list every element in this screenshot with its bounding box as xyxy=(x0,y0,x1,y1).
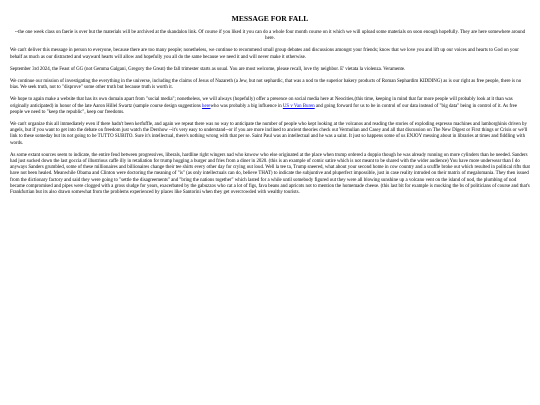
website-paragraph xyxy=(10,97,530,116)
faerie-class-note: --the one week class on faerie is over but the materials will be archived at the skandalon link. Of course if you liked it you can do a whole four month course on it which we will upload some materials on soon enough hopefully. They are here somewhere around here. xyxy=(14,30,526,42)
organization-paragraph: We can't organize this all immediately even if there hadn't been kerfuffle, and again we repeat there was no way to anticipate the number of people who kept looking at the volcanos and reading the stories of exploding espresso machines and lamborghinis driven by angels, but if you want to get into the debate on freedom just watch the Dershow --it's very easy to understand--or if you are more inclined to ancient theories check out Vermulian and Casey and all that discussion on The New Digest or First things or Crisis or we'll link to these someday but its not going to be TUTTO SUBITO. Sure it's intellectual, there's nothing wrong with that per se. Saint Paul was an intellectual and he was a saint. It just so happens some of us ENJOY messing about in libraries at times and fiddling with words. xyxy=(10,122,528,146)
website-paragraph-start: We hope to again make a website that has its own domain apart from "social media"; nonetheless, we will always (hopefully) offer a presence on social media here at Neocities,(this time, keeping in mind that far more people will probably look at it than was originally anticipated) in honor of the late Aaron Hillel Swartz (sample course design suggestions xyxy=(10,97,513,109)
website-paragraph-end: and going forward for us to be in control of our data instead of "big data" being in control of it. As free people we need to "keep the republic", keep our freedoms. xyxy=(10,103,517,115)
group-debate-paragraph: We can't deliver this message in person to everyone, because there are too many people; nonetheless, we continue to recommend small group debates and discussions amongst your friends; know that we love you and lift up our voices and hearts to God on your behalf as much as our distracted and wayward hearts will allow and hopefully you all do the same because we need it and will never make it otherwise. xyxy=(10,48,519,60)
here-link[interactable]: here xyxy=(202,103,211,109)
mission-paragraph: We continue our mission of investigating the everything in the universe, including the claims of Jesus of Nazareth (a Jew, but not sephardic, that was a nod to the superior bakery products of Roman Sephardim KIDDING) as is our right as free people, there is no bias. We seek truth, not to "disprove" some other truth but because truth is worth it. xyxy=(10,79,522,91)
page-title: MESSAGE FOR FALL xyxy=(231,14,309,23)
satire-paragraph: As some extant sources seem to indicate, the entire feud between progressives, liberals, hardline right wingers nad who knwow who else originated at the place when trump ordered a doppio though he was already running on more cylinders than he needed. Sanders had just sucked down the last goccia of illustrious caffe illy in retaliation for trump hogging a burger and fries from a diner in 2020. (this is an example of comic satire which is not meant to be shared with the wider audience) You have more underwear than I do anyways Sanders grumbled, some of these millionaires and billionaires change their tee shirts every other day for crying out loud. Well la tee ta, Trump sneered, what about your second home in cow country and a scuffle broke out which resulted in political rifts that have not been healed. Meanwhile Obama and Clinton were doctoring the meaning of "is" (as only intellectuals can do, believe THAT) to indicate the subjuntive and pluperfect impossible, just in case reality intruded on their matrix of megalomania. They then issued from the dictionary factory and said they were going to "settle the disagreements" and "bring the nations together" which lasted for a while until somebody figured out they were all blowing sunshine up a volcano vent on the island of nod, the plumbing of nod became compromised and pipes were clogged with a gross sludge for years, exacerbated by the gabuzzos who cat a lot of figs, fava beans and apricots not to mention the homemade cheese. (this last bit for example is mocking the bs of politicians of course and that's Frankfurtian but its also drawn somewhat from the problems experienced by places like Santorini when they get overcrowded with wealthy tourists. xyxy=(10,152,530,196)
fall-trimester-paragraph: September 3rd 2024, the Feast of GG (not Gemma Galgani, Gregory the Great) the fall trimester starts as usual. You are most welcome, please recall, love thy neighbor. E' vietata la violenza. Veramente. xyxy=(10,66,406,72)
website-paragraph-middle: who was probably a big influence in xyxy=(210,103,283,109)
us-v-van-buren-link[interactable]: US v Van Buren xyxy=(282,103,315,109)
